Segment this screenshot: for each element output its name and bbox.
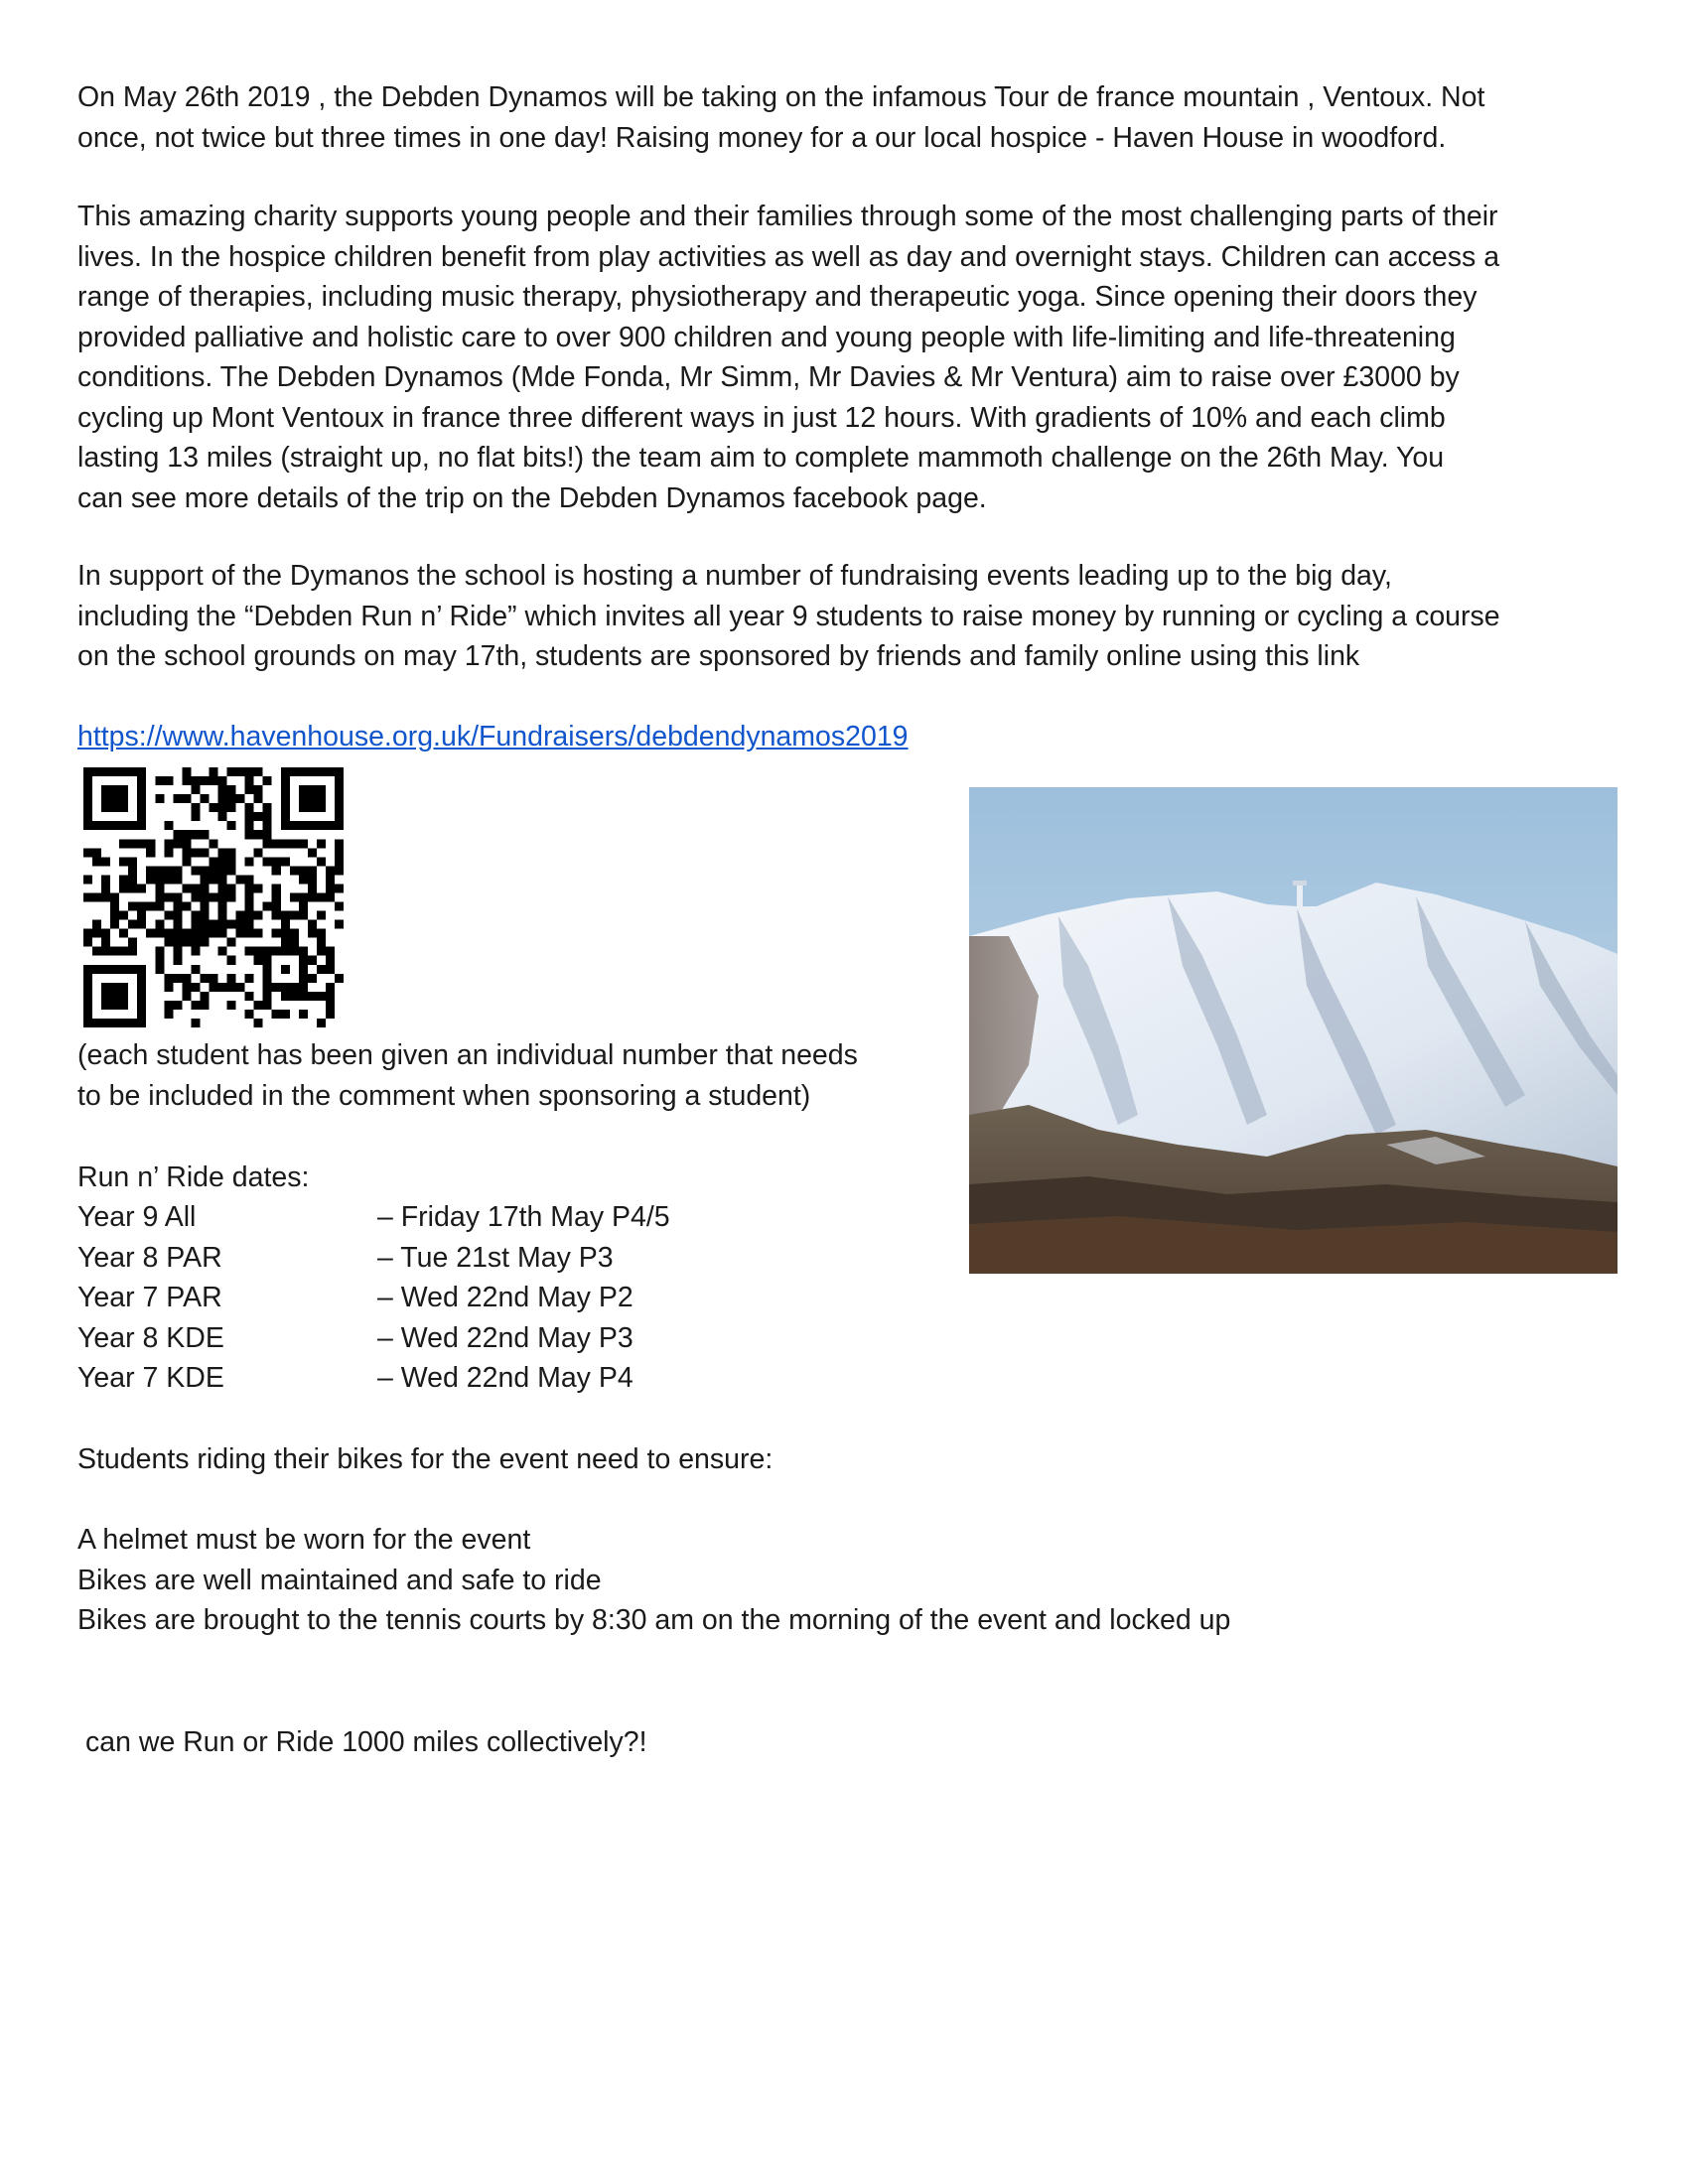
schedule-row bbox=[77, 1238, 872, 1279]
schedule-list bbox=[77, 1197, 872, 1399]
requirements-list bbox=[77, 1520, 1230, 1641]
text-line: (each student has been given an individual number that needs bbox=[77, 1039, 858, 1071]
text-line: range of therapies, including music therapy, physiotherapy and therapeutic yoga. Since opening their doors they bbox=[77, 281, 1477, 313]
schedule-time: – Wed 22nd May P2 bbox=[377, 1282, 633, 1313]
requirements-intro: Students riding their bikes for the event need to ensure: bbox=[77, 1443, 774, 1475]
schedule-time: – Tue 21st May P3 bbox=[377, 1241, 614, 1274]
mont-ventoux-image bbox=[969, 787, 1618, 1274]
requirement-item: Bikes are well maintained and safe to ride bbox=[77, 1564, 602, 1596]
text-line: on the school grounds on may 17th, students are sponsored by friends and family online using this link bbox=[77, 640, 1360, 672]
schedule-row bbox=[77, 1197, 872, 1238]
text-line: once, not twice but three times in one day! Raising money for a our local hospice - Haven House in woodford. bbox=[77, 121, 1447, 154]
student-number-note bbox=[77, 1035, 858, 1116]
text-line: lasting 13 miles (straight up, no flat bits!) the team aim to complete mammoth challenge on the 26th May. You bbox=[77, 442, 1445, 474]
schedule-time: – Friday 17th May P4/5 bbox=[377, 1201, 670, 1233]
text-line: conditions. The Debden Dynamos (Mde Fonda, Mr Simm, Mr Davies & Mr Ventura) aim to raise over £3000 by bbox=[77, 361, 1460, 393]
text-line: In support of the Dymanos the school is hosting a number of fundraising events leading up to the big day, bbox=[77, 560, 1392, 592]
qr-code bbox=[83, 767, 344, 1027]
text-line: cycling up Mont Ventoux in france three different ways in just 12 hours. With gradients of 10% and each climb bbox=[77, 401, 1446, 434]
schedule-time: – Wed 22nd May P3 bbox=[377, 1321, 633, 1354]
schedule-group: Year 8 KDE bbox=[77, 1321, 224, 1354]
schedule-group: Year 8 PAR bbox=[77, 1241, 222, 1274]
requirement-item: Bikes are brought to the tennis courts by 8:30 am on the morning of the event and locked up bbox=[77, 1604, 1231, 1636]
text-line: lives. In the hospice children benefit from play activities as well as day and overnight stays. Children can access a bbox=[77, 240, 1500, 273]
intro-paragraph bbox=[77, 77, 1626, 158]
schedule-group: Year 9 All bbox=[77, 1201, 197, 1233]
text-line: including the “Debden Run n’ Ride” which invites all year 9 students to raise money by running or cycling a course bbox=[77, 600, 1500, 632]
requirement-item: A helmet must be worn for the event bbox=[77, 1524, 531, 1556]
text-line: On May 26th 2019 , the Debden Dynamos will be taking on the infamous Tour de france mountain , Ventoux. Not bbox=[77, 81, 1485, 113]
schedule-row bbox=[77, 1358, 872, 1399]
text-line: provided palliative and holistic care to over 900 children and young people with life-limiting and life-threatening bbox=[77, 321, 1456, 353]
qr-code-graphic bbox=[83, 767, 344, 1027]
fundraiser-link[interactable]: https://www.havenhouse.org.uk/Fundraisers/debdendynamos2019 bbox=[77, 721, 909, 752]
schedule-group: Year 7 PAR bbox=[77, 1282, 222, 1313]
text-line: This amazing charity supports young people and their families through some of the most challenging parts of their bbox=[77, 201, 1498, 232]
closing-question: can we Run or Ride 1000 miles collectively?! bbox=[85, 1726, 647, 1758]
schedule-time: – Wed 22nd May P4 bbox=[377, 1362, 633, 1394]
text-line: to be included in the comment when sponsoring a student) bbox=[77, 1079, 811, 1112]
schedule-row bbox=[77, 1278, 872, 1318]
schedule-title: Run n’ Ride dates: bbox=[77, 1161, 310, 1193]
schedule-row bbox=[77, 1318, 872, 1359]
mountain-photo bbox=[969, 787, 1618, 1274]
text-line: can see more details of the trip on the Debden Dynamos facebook page. bbox=[77, 481, 987, 514]
support-paragraph bbox=[77, 556, 1626, 677]
charity-paragraph bbox=[77, 197, 1626, 518]
schedule-group: Year 7 KDE bbox=[77, 1362, 224, 1394]
